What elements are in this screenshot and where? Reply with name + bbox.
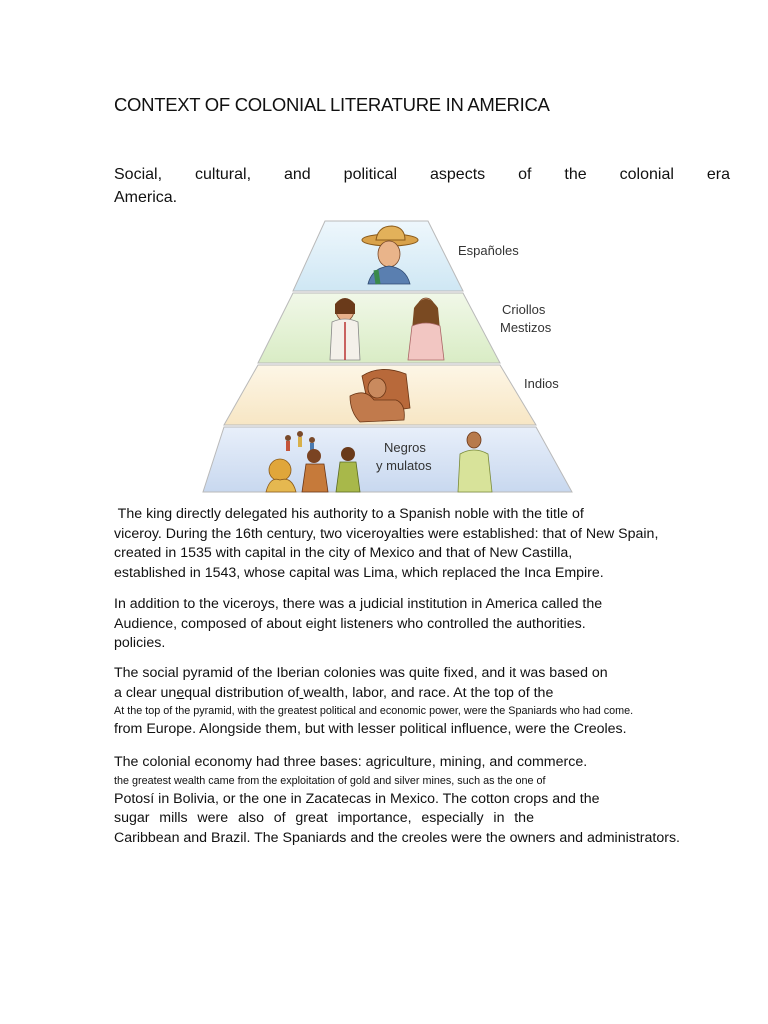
label-negros: Negros — [384, 440, 426, 455]
page-title: CONTEXT OF COLONIAL LITERATURE IN AMERICA — [114, 94, 550, 115]
subtitle-word: Social, — [114, 166, 163, 183]
paragraph-line: The social pyramid of the Iberian colonies was quite fixed, and it was based on — [114, 665, 608, 681]
label-mulatos: y mulatos — [376, 458, 432, 473]
paragraph-line: from Europe. Alongside them, but with lesser political influence, were the Creoles. — [114, 721, 627, 737]
word: great — [295, 810, 328, 826]
underlined-fragment: e — [176, 684, 185, 701]
paragraph-social-pyramid — [114, 664, 714, 740]
subtitle-line-2: America. — [114, 189, 178, 206]
word: of — [273, 810, 286, 826]
paragraph-economy — [114, 753, 714, 848]
paragraph-line: The king directly delegated his authority to a Spanish noble with the title of — [114, 506, 584, 522]
subtitle-word: the — [564, 166, 587, 183]
social-pyramid-illustration — [200, 218, 580, 494]
paragraph-audience — [114, 595, 714, 654]
paragraph-line: The colonial economy had three bases: agriculture, mining, and commerce. — [114, 754, 588, 770]
subtitle-word: cultural, — [195, 166, 252, 183]
label-espanoles: Españoles — [458, 243, 519, 258]
word: especially — [421, 810, 484, 826]
subtitle-word: colonial — [619, 166, 674, 183]
label-mestizos: Mestizos — [500, 320, 552, 335]
word: sugar — [114, 810, 150, 826]
subtitle-word: of — [518, 166, 532, 183]
word: in — [493, 810, 505, 826]
subtitle-line-1 — [114, 163, 730, 186]
label-criollos: Criollos — [502, 302, 546, 317]
subtitle — [114, 163, 730, 209]
word: were — [197, 810, 229, 826]
paragraph-line: Audience, composed of about eight listeners who controlled the authorities. — [114, 615, 586, 632]
word: the — [514, 810, 534, 826]
subtitle-word: aspects — [430, 166, 486, 183]
paragraph-viceroy — [114, 505, 714, 583]
subtitle-word: and — [284, 166, 311, 183]
paragraph-line: Caribbean and Brazil. The Spaniards and the creoles were the owners and administrators. — [114, 829, 680, 846]
pyramid-tier-criollos-mestizos — [258, 293, 500, 363]
word: importance, — [337, 810, 412, 826]
subtitle-word: era — [706, 166, 730, 183]
paragraph-line-small: At the top of the pyramid, with the greatest political and economic power, were the Spaniards who had come. — [114, 705, 634, 717]
social-pyramid-figure — [200, 218, 580, 494]
paragraph-line: policies. — [114, 635, 166, 651]
text-fragment: a clear un — [114, 684, 177, 701]
paragraph-line: viceroy. During the 16th century, two viceroyalties were established: that of New Spain, — [114, 525, 659, 542]
paragraph-line — [114, 684, 714, 704]
text-fragment: qual distribution of — [184, 684, 300, 701]
paragraph-line: established in 1543, whose capital was Lima, which replaced the Inca Empire. — [114, 564, 604, 581]
paragraph-line-small: the greatest wealth came from the exploitation of gold and silver mines, such as the one of — [114, 774, 546, 787]
paragraph-line: created in 1535 with capital in the city of Mexico and that of New Castilla, — [114, 545, 573, 561]
word: also — [237, 810, 264, 826]
subtitle-word: political — [343, 166, 398, 183]
text-fragment: wealth, labor, and race. At the top of the — [303, 684, 554, 701]
paragraph-line: In addition to the viceroys, there was a judicial institution in America called the — [114, 596, 603, 612]
label-indios: Indios — [524, 376, 559, 391]
paragraph-line-justified — [114, 809, 534, 829]
word: mills — [159, 810, 188, 826]
paragraph-line: Potosí in Bolivia, or the one in Zacatecas in Mexico. The cotton crops and the — [114, 790, 600, 807]
